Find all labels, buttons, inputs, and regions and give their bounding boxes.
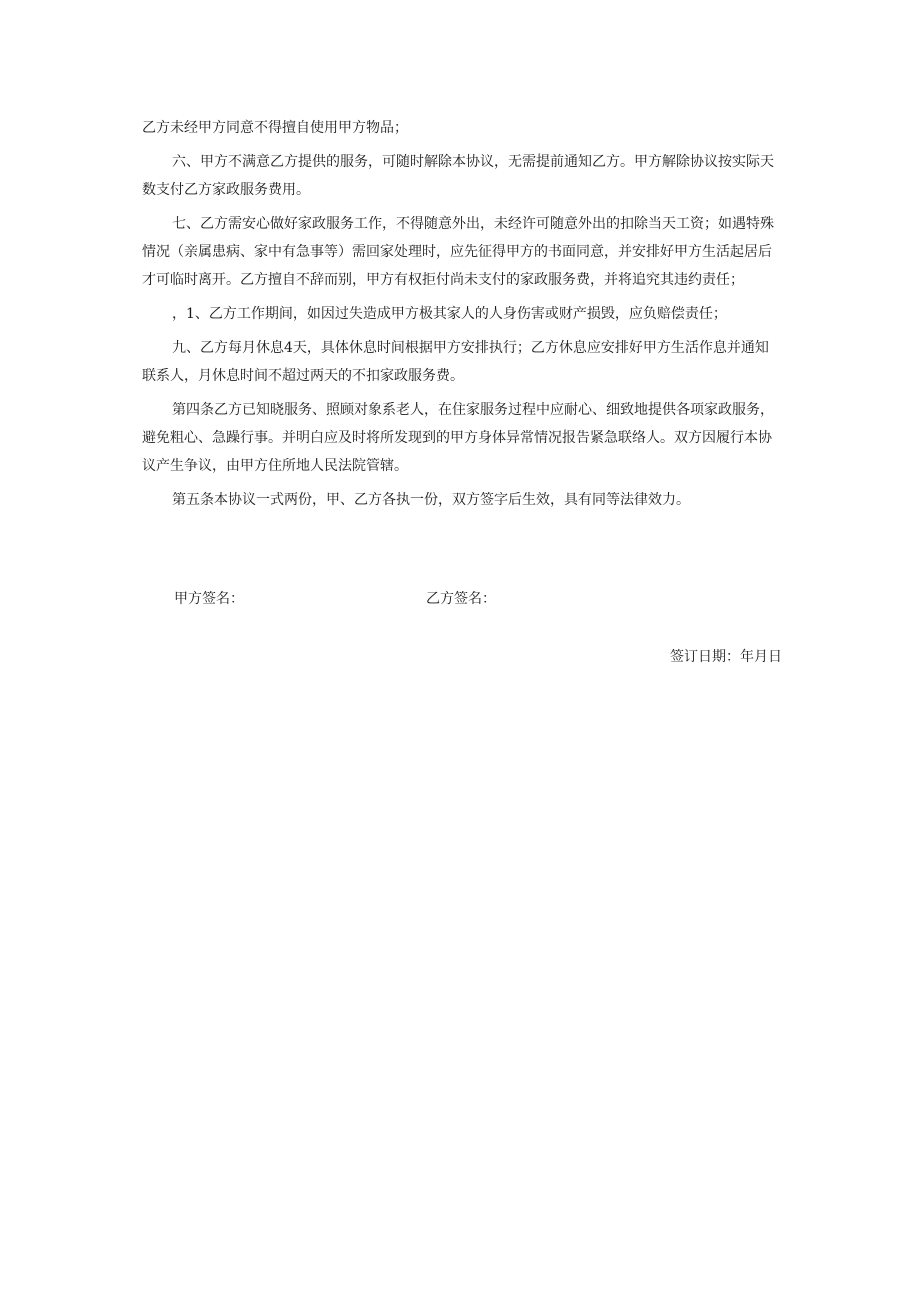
paragraph-clause-8: ，1、乙方工作期间，如因过失造成甲方极其家人的人身伤害或财产损毁，应负赔偿责任； (172, 306, 727, 322)
signing-date: 签订日期：年月日 (670, 649, 782, 665)
paragraph-clause-6: 六、甲方不满意乙方提供的服务，可随时解除本协议，无需提前通知乙方。甲方解除协议按实际天数支付乙方家政服务费用。 (142, 154, 774, 198)
paragraph-clause-9: 九、乙方每月休息4天，具体休息时间根据甲方安排执行；乙方休息应安排好甲方生活作息并通知联系人，月休息时间不超过两天的不扣家政服务费。 (142, 340, 769, 384)
paragraph-clause-7: 七、乙方需安心做好家政服务工作，不得随意外出，未经许可随意外出的扣除当天工资；如遇特殊情况（亲属患病、家中有急事等）需回家处理时，应先征得甲方的书面同意，并安排好甲方生活起居后才可临时离开。乙方擅自不辞而别，甲方有权拒付尚未支付的家政服务费，并将追究其违约责任； (142, 216, 774, 288)
body-text (142, 114, 782, 514)
paragraph-continuation: 乙方未经甲方同意不得擅自使用甲方物品； (142, 120, 408, 136)
paragraph-article-4: 第四条乙方已知晓服务、照顾对象系老人，在住家服务过程中应耐心、细致地提供各项家政服务，避免粗心、急躁行事。并明白应及时将所发现到的甲方身体异常情况报告紧急联络人。双方因履行本协议产生争议，由甲方住所地人民法院管辖。 (142, 402, 774, 474)
party-a-signature-label: 甲方签名： (174, 591, 244, 607)
signature-row (174, 585, 774, 613)
paragraph-article-5: 第五条本协议一式两份，甲、乙方各执一份，双方签字后生效，具有同等法律效力。 (172, 492, 690, 508)
party-b-signature-label: 乙方签名： (426, 591, 496, 607)
